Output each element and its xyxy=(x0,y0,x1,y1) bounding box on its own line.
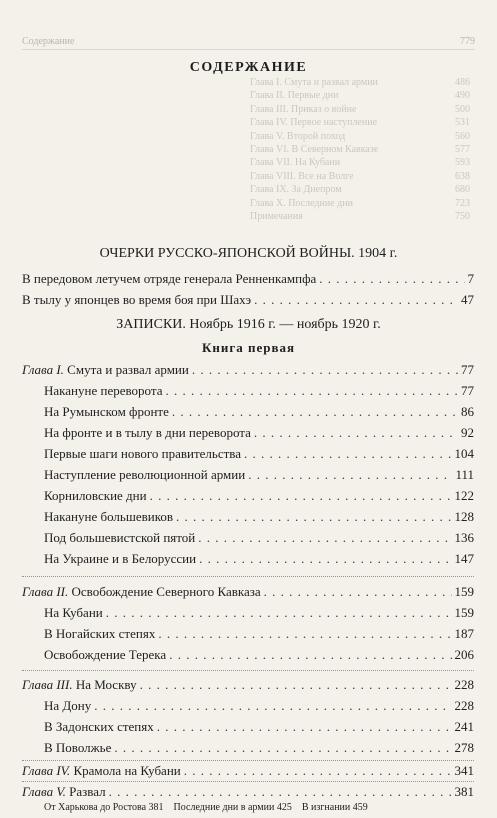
leader-dots xyxy=(264,583,452,601)
section-entry[interactable] xyxy=(44,625,474,643)
section-entry[interactable] xyxy=(44,718,474,736)
leader-dots xyxy=(248,466,452,484)
bleed-through-page: 680 xyxy=(455,184,470,196)
chapter-title: Освобождение Северного Кавказа xyxy=(71,584,261,599)
section-label: Наступление революционной армии xyxy=(44,467,246,482)
bleed-through-page: 723 xyxy=(455,197,470,209)
chapter-title: Крамола на Кубани xyxy=(73,763,181,778)
running-head-right: 779 xyxy=(460,36,475,47)
page-title: СОДЕРЖАНИЕ xyxy=(189,60,308,75)
section-entry[interactable] xyxy=(44,739,474,757)
bleed-through-label: Глава V. Второй поход xyxy=(250,130,346,142)
leader-dots xyxy=(199,550,451,568)
section-label: В Поволжье xyxy=(44,740,112,755)
section-entry[interactable] xyxy=(44,445,474,463)
bleed-through-label: Глава X. Последние дни xyxy=(250,197,353,209)
section-entry[interactable] xyxy=(302,800,368,818)
bleed-through-page: 750 xyxy=(455,211,470,223)
bleed-through-line xyxy=(250,76,470,89)
bleed-through-page: 490 xyxy=(455,90,470,102)
toc-entry[interactable] xyxy=(22,270,474,288)
chapter-separator xyxy=(22,781,474,782)
leader-dots xyxy=(172,403,458,421)
section-entry[interactable] xyxy=(44,508,474,526)
book-heading: Книга первая xyxy=(201,340,296,355)
bleed-through-line xyxy=(250,197,470,210)
section-page: 228 xyxy=(454,698,474,713)
chapter-entry[interactable] xyxy=(22,583,474,601)
bleed-through-page: 486 xyxy=(455,77,470,88)
section-label: Корниловские дни xyxy=(44,488,147,503)
section-entry[interactable] xyxy=(44,646,474,664)
toc-entry-label: В передовом летучем отряде генерала Ренненкампфа xyxy=(22,271,317,286)
chapter-title: Смута и развал армии xyxy=(67,362,189,377)
bleed-through-page: 638 xyxy=(455,170,470,182)
leader-dots xyxy=(158,625,451,643)
chapter-page: 77 xyxy=(461,362,474,377)
section-page: 111 xyxy=(455,467,474,482)
section-label: В изгнании xyxy=(301,802,351,813)
leader-dots xyxy=(94,697,451,715)
bleed-through-line xyxy=(250,210,470,223)
bleed-through-line xyxy=(250,143,470,156)
leader-dots xyxy=(106,604,452,622)
chapter-prefix: Глава II. xyxy=(22,584,69,599)
bleed-through-line xyxy=(250,89,470,102)
bleed-through-line xyxy=(250,116,470,129)
chapter-prefix: Глава III. xyxy=(22,677,73,692)
leader-dots xyxy=(109,783,452,801)
section-entry[interactable] xyxy=(44,800,164,818)
chapter-prefix: Глава I. xyxy=(22,362,64,377)
leader-dots xyxy=(319,270,464,288)
chapter-title: На Москву xyxy=(75,677,137,692)
part2-heading: ЗАПИСКИ. Ноябрь 1916 г. — ноябрь 1920 г. xyxy=(116,317,381,332)
section-page: 381 xyxy=(148,802,164,813)
section-entry[interactable] xyxy=(44,382,474,400)
chapter-prefix: Глава IV. xyxy=(22,763,71,778)
section-page: 147 xyxy=(454,551,474,566)
section-entry[interactable] xyxy=(44,424,474,442)
chapter-separator xyxy=(22,760,474,761)
section-page: 92 xyxy=(461,425,474,440)
bleed-through-page: 593 xyxy=(455,157,470,169)
section-label: Накануне большевиков xyxy=(44,509,174,524)
section-entry[interactable] xyxy=(44,697,474,715)
leader-dots xyxy=(140,676,452,694)
running-head-left: Содержание xyxy=(22,36,75,47)
chapter-entry[interactable] xyxy=(22,783,474,801)
bleed-through-page: 500 xyxy=(455,103,470,115)
leader-dots xyxy=(184,762,452,780)
toc-entry[interactable] xyxy=(22,291,474,309)
section-entry[interactable] xyxy=(44,466,474,484)
bleed-through-line xyxy=(250,156,470,169)
section-page: 136 xyxy=(454,530,474,545)
leader-dots xyxy=(150,487,452,505)
bleed-through-text xyxy=(250,76,470,223)
section-page: 86 xyxy=(461,404,474,419)
leader-dots xyxy=(192,361,458,379)
bleed-through-label: Глава III. Приказ о войне xyxy=(250,103,357,115)
chapter-page: 228 xyxy=(454,677,474,692)
section-label: Под большевистской пятой xyxy=(44,530,196,545)
bleed-through-label: Глава VIII. Все на Волге xyxy=(250,170,354,182)
bleed-through-line xyxy=(250,170,470,183)
leader-dots xyxy=(165,382,458,400)
section-label: От Харькова до Ростова xyxy=(44,802,147,813)
section-entry[interactable] xyxy=(44,487,474,505)
running-head xyxy=(22,36,475,50)
bleed-through-label: Глава I. Смута и развал армии xyxy=(250,77,378,88)
section-label: В Ногайских степях xyxy=(44,626,156,641)
section-entry[interactable] xyxy=(44,529,474,547)
section-page: 459 xyxy=(352,802,368,813)
bleed-through-line xyxy=(250,130,470,143)
chapter-page: 341 xyxy=(454,763,474,778)
section-label: Накануне переворота xyxy=(44,383,163,398)
bleed-through-label: Глава IX. За Днепром xyxy=(250,184,342,196)
section-page: 122 xyxy=(454,488,474,503)
chapter-page: 159 xyxy=(454,584,474,599)
chapter-page: 381 xyxy=(454,784,474,799)
bleed-through-label: Примечания xyxy=(250,211,303,223)
leader-dots xyxy=(169,646,451,664)
section-label: На Украине и в Белоруссии xyxy=(44,551,197,566)
section-page: 159 xyxy=(454,605,474,620)
leader-dots xyxy=(254,424,458,442)
chapter-entry[interactable] xyxy=(22,361,474,379)
chapter-entry[interactable] xyxy=(22,762,474,780)
part1-heading: ОЧЕРКИ РУССКО-ЯПОНСКОЙ ВОЙНЫ. 1904 г. xyxy=(99,246,398,261)
bleed-through-page: 531 xyxy=(455,117,470,129)
chapter-entry[interactable] xyxy=(22,676,474,694)
section-label: На Дону xyxy=(44,698,92,713)
section-page: 425 xyxy=(276,802,292,813)
toc-entry-label: В тылу у японцев во время боя при Шахэ xyxy=(22,292,252,307)
section-page: 104 xyxy=(454,446,474,461)
bleed-through-line xyxy=(250,183,470,196)
toc-entry-page: 7 xyxy=(467,271,474,286)
leader-dots xyxy=(157,718,452,736)
section-page: 128 xyxy=(454,509,474,524)
chapter-separator xyxy=(22,576,474,577)
section-entry[interactable] xyxy=(44,403,474,421)
section-label: Освобождение Терека xyxy=(44,647,167,662)
section-entry[interactable] xyxy=(44,550,474,568)
section-page: 278 xyxy=(454,740,474,755)
chapter-title: Развал xyxy=(69,784,106,799)
leader-dots xyxy=(254,291,458,309)
chapter-separator xyxy=(22,670,474,671)
section-entry[interactable] xyxy=(44,604,474,622)
section-label: В Задонских степях xyxy=(44,719,154,734)
bleed-through-line xyxy=(250,103,470,116)
section-page: 77 xyxy=(461,383,474,398)
section-label: Последние дни в армии xyxy=(173,802,275,813)
leader-dots xyxy=(176,508,451,526)
section-page: 241 xyxy=(454,719,474,734)
bleed-through-label: Глава VI. В Северном Кавказе xyxy=(250,144,379,156)
section-page: 187 xyxy=(454,626,474,641)
section-entry[interactable] xyxy=(174,800,292,818)
leader-dots xyxy=(198,529,451,547)
section-label: На фронте и в тылу в дни переворота xyxy=(44,425,251,440)
section-label: Первые шаги нового правительства xyxy=(44,446,242,461)
section-page: 206 xyxy=(454,647,474,662)
chapter-prefix: Глава V. xyxy=(22,784,66,799)
leader-dots xyxy=(114,739,451,757)
section-label: На Румынском фронте xyxy=(44,404,169,419)
toc-entry-page: 47 xyxy=(461,292,474,307)
bleed-through-label: Глава II. Первые дни xyxy=(250,90,339,102)
section-label: На Кубани xyxy=(44,605,103,620)
chapter5-sections xyxy=(44,800,474,818)
leader-dots xyxy=(244,445,451,463)
bleed-through-page: 560 xyxy=(455,130,470,142)
bleed-through-page: 577 xyxy=(455,144,470,156)
bleed-through-label: Глава IV. Первое наступление xyxy=(250,117,378,129)
bleed-through-label: Глава VII. На Кубани xyxy=(250,157,341,169)
